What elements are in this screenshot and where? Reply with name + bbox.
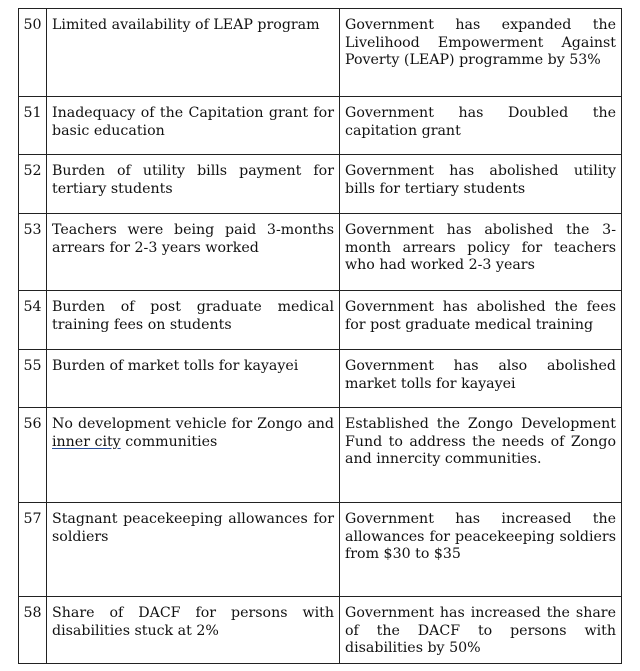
- row-number: 53: [19, 214, 47, 291]
- row-number: 52: [19, 155, 47, 214]
- action-cell: Established the Zongo Development Fund to address the needs of Zongo and innercity communities.: [340, 408, 622, 503]
- policy-table: [18, 8, 622, 664]
- underlined-text: inner city: [52, 433, 121, 450]
- row-number: 54: [19, 291, 47, 350]
- table-row: [19, 97, 622, 155]
- action-cell: Government has Doubled the capitation grant: [340, 97, 622, 155]
- issue-cell: Inadequacy of the Capitation grant for basic education: [47, 97, 340, 155]
- row-number: 51: [19, 97, 47, 155]
- table-row: [19, 9, 622, 97]
- issue-cell: Burden of utility bills payment for tertiary students: [47, 155, 340, 214]
- action-cell: Government has also abolished market tolls for kayayei: [340, 350, 622, 408]
- row-number: 50: [19, 9, 47, 97]
- issue-cell: Burden of market tolls for kayayei: [47, 350, 340, 408]
- issue-cell: Limited availability of LEAP program: [47, 9, 340, 97]
- table-row: [19, 408, 622, 503]
- action-cell: Government has expanded the Livelihood Empowerment Against Poverty (LEAP) programme by 53%: [340, 9, 622, 97]
- issue-cell: Stagnant peacekeeping allowances for soldiers: [47, 503, 340, 597]
- table-row: [19, 214, 622, 291]
- action-cell: Government has increased the share of the DACF to persons with disabilities by 50%: [340, 597, 622, 664]
- table-row: [19, 155, 622, 214]
- issue-cell: Share of DACF for persons with disabilities stuck at 2%: [47, 597, 340, 664]
- row-number: 55: [19, 350, 47, 408]
- issue-text: communities: [120, 433, 218, 450]
- row-number: 58: [19, 597, 47, 664]
- action-cell: Government has abolished the fees for post graduate medical training: [340, 291, 622, 350]
- issue-cell: Burden of post graduate medical training fees on students: [47, 291, 340, 350]
- row-number: 57: [19, 503, 47, 597]
- table-row: [19, 291, 622, 350]
- table-row: [19, 597, 622, 664]
- action-cell: Government has increased the allowances for peacekeeping soldiers from $30 to $35: [340, 503, 622, 597]
- issue-cell: [47, 408, 340, 503]
- table-row: [19, 350, 622, 408]
- table-row: [19, 503, 622, 597]
- row-number: 56: [19, 408, 47, 503]
- action-cell: Government has abolished utility bills for tertiary students: [340, 155, 622, 214]
- issue-text: No development vehicle for Zongo and: [52, 416, 334, 432]
- issue-cell: Teachers were being paid 3-months arrears for 2-3 years worked: [47, 214, 340, 291]
- action-cell: Government has abolished the 3-month arrears policy for teachers who had worked 2-3 years: [340, 214, 622, 291]
